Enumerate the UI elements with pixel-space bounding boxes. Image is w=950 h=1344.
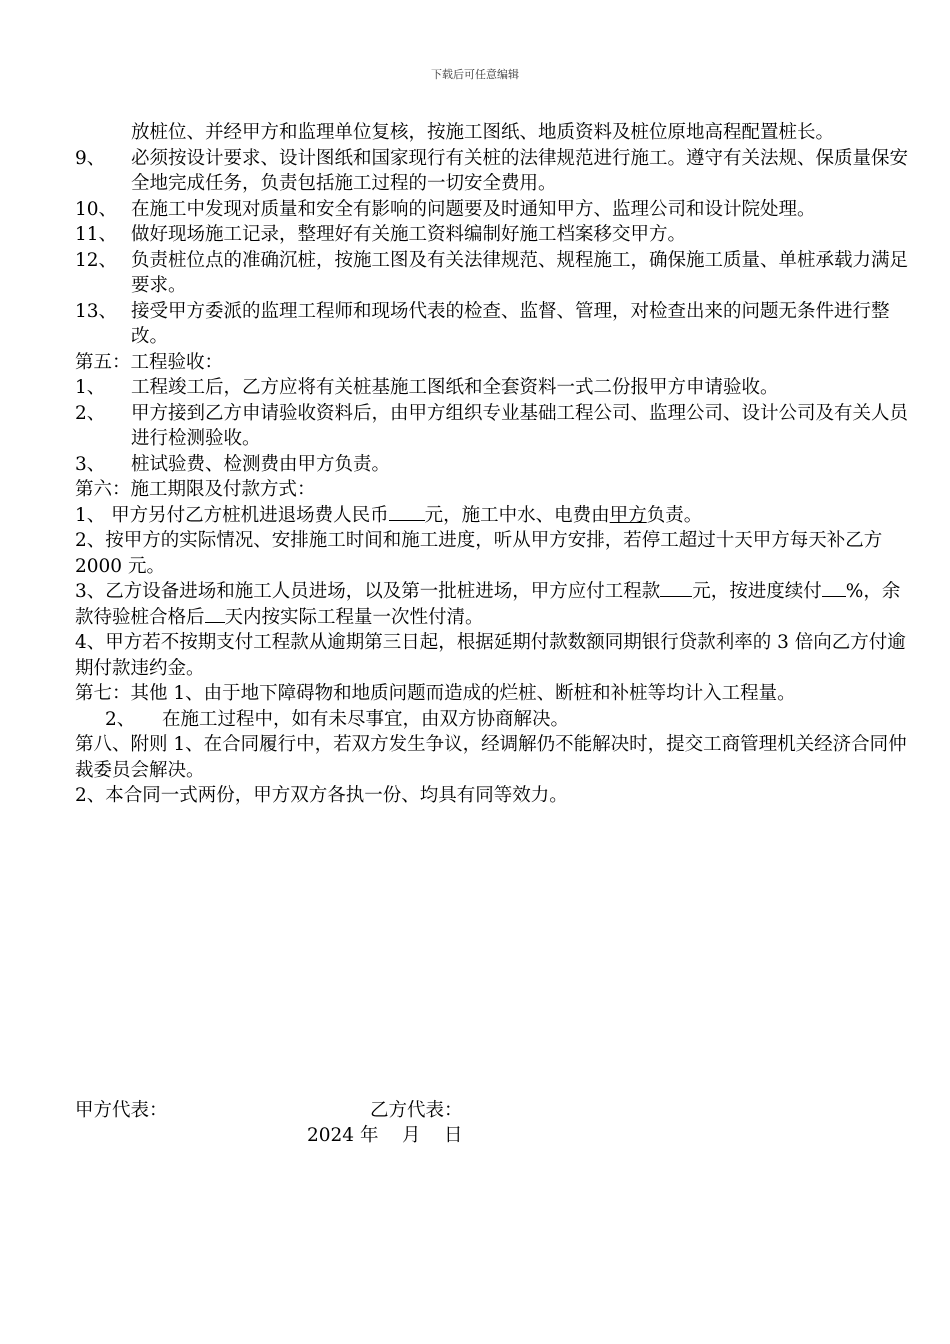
list-item: 3、 桩试验费、检测费由甲方负责。 — [75, 453, 391, 475]
list-item: 11、 做好现场施工记录，整理好有关施工资料编制好施工档案移交甲方。 — [75, 224, 687, 245]
paragraph: 2、按甲方的实际情况、安排施工时间和施工进度，听从甲方安排，若停工超过十天甲方每天补乙方 2000 元。 — [75, 530, 883, 577]
paragraph: 第七：其他 1、由于地下障碍物和地质问题而造成的烂桩、断桩和补桩等均计入工程量。 — [75, 683, 796, 704]
blank-field — [389, 520, 425, 521]
list-item: 2、 甲方接到乙方申请验收资料后，由甲方组织专业基础工程公司、监理公司、设计公司及有关人员进行检测验收。 — [75, 402, 909, 449]
list-item — [75, 120, 910, 146]
list-item: 13、 接受甲方委派的监理工程师和现场代表的检查、监督、管理，对检查出来的问题无条件进行整改。 — [75, 300, 890, 347]
contract-body — [75, 120, 910, 809]
paragraph: 4、甲方若不按期支付工程款从逾期第三日起，根据延期付款数额同期银行贷款利率的 3 倍向乙方付逾期付款违约金。 — [75, 632, 906, 679]
section-title: 第六：施工期限及付款方式： — [75, 479, 316, 500]
paragraph: 1、 甲方另付乙方桩机进退场费人民币 元，施工中水、电费由甲方负责。 — [75, 504, 703, 526]
party-a-signature: 甲方代表： — [75, 1100, 168, 1121]
party-b-signature: 乙方代表： — [370, 1100, 463, 1121]
list-item: 12、 负责桩位点的准确沉桩，按施工图及有关法律规范、规程施工，确保施工质量、单桩承载力满足要求。 — [75, 249, 909, 296]
list-item: 9、 必须按设计要求、设计图纸和国家现行有关桩的法律规范进行施工。遵守有关法规、保质量保安全地完成任务，负责包括施工过程的一切安全费用。 — [75, 147, 909, 194]
continuation-text: 放桩位、并经甲方和监理单位复核，按施工图纸、地质资料及桩位原地高程配置桩长。 — [131, 122, 835, 143]
section-title: 第五：工程验收： — [75, 351, 224, 373]
blank-field — [822, 596, 846, 597]
signature-date: 2024 年 月 日 — [307, 1125, 463, 1146]
blank-field — [205, 622, 225, 623]
list-item: 1、 工程竣工后，乙方应将有关桩基施工图纸和全套资料一式二份报甲方申请验收。 — [75, 377, 779, 398]
list-item: 10、 在施工中发现对质量和安全有影响的问题要及时通知甲方、监理公司和设计院处理。 — [75, 198, 816, 220]
paragraph: 2、 在施工过程中，如有未尽事宜，由双方协商解决。 — [105, 708, 570, 730]
paragraph: 2、本合同一式两份，甲方双方各执一份、均具有同等效力。 — [75, 785, 568, 806]
paragraph: 3、乙方设备进场和施工人员进场，以及第一批桩进场，甲方应付工程款 元，按进度续付 %，余款待验桩合格后 天内按实际工程量一次性付清。 — [75, 581, 901, 628]
header-note: 下载后可任意编辑 — [431, 68, 519, 81]
blank-field — [660, 596, 692, 597]
paragraph: 第八、附则 1、在合同履行中，若双方发生争议，经调解仍不能解决时，提交工商管理机关经济合同仲裁委员会解决。 — [75, 734, 907, 781]
